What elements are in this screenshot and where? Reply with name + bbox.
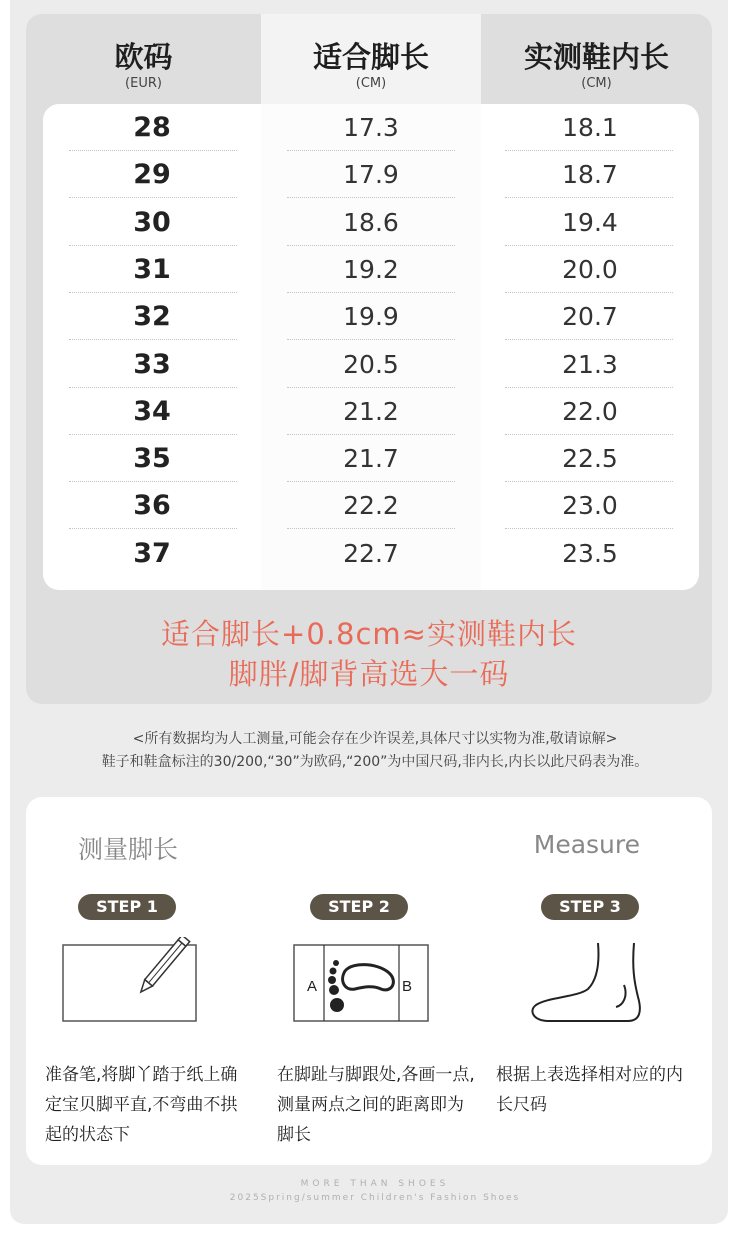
header-eur-title: 欧码 [114,40,173,74]
eur-size-cell: 33 [133,348,171,380]
inner-length-cell: 23.0 [562,491,618,521]
foot-length-cell: 19.2 [343,254,399,284]
inner-length-cell: 18.1 [562,113,618,142]
measurement-disclaimer: <所有数据均为人工测量,可能会存在少许误差,具体尺寸以实物为准,敬请谅解> [132,731,618,747]
footer-slogan: MORE THAN SHOES [300,1179,450,1189]
inner-length-cell: 23.5 [562,538,618,568]
foot-length-cell: 18.6 [343,207,399,237]
inner-length-cell: 20.0 [562,254,618,284]
table-row [43,246,699,293]
eur-size-cell: 36 [133,490,171,522]
step-1-badge: STEP 1 [78,894,176,920]
eur-size-cell: 34 [133,395,171,427]
paper-pencil-icon [62,937,212,1031]
header-inner-length [481,14,712,104]
eur-size-cell: 29 [133,159,171,191]
eur-size-cell: 30 [133,206,171,238]
step-2-text: 在脚趾与脚跟处,各画一点,测量两点之间的距离即为脚长 [277,1065,475,1145]
inner-length-cell: 18.7 [562,160,618,190]
header-eur-unit: (EUR) [125,76,162,91]
foot-length-cell: 22.2 [343,491,399,521]
point-a-label: A [307,978,318,995]
eur-size-cell: 37 [133,537,171,569]
table-row [43,151,699,198]
inner-length-cell: 19.4 [562,207,618,237]
table-row [43,104,699,151]
size-table [26,14,712,704]
inner-length-cell: 22.0 [562,396,618,426]
table-row [43,388,699,435]
header-eur [26,14,261,104]
foot-length-cell: 22.7 [343,538,399,568]
point-b-label: B [402,978,413,995]
header-foot-length [261,14,481,104]
measure-title-cn: 测量脚长 [78,835,179,864]
inner-length-cell: 22.5 [562,444,618,474]
table-row [43,435,699,482]
eur-size-cell: 32 [133,301,171,333]
footprint-measure-icon [293,937,433,1031]
header-inner-title: 实测鞋内长 [523,40,669,74]
eur-size-cell: 35 [133,443,171,475]
step-3-text: 根据上表选择相对应的内长尺码 [496,1065,683,1115]
measure-guide [26,797,712,1165]
table-row [43,482,699,529]
foot-length-cell: 17.9 [343,160,399,190]
table-row [43,341,699,388]
eur-size-cell: 31 [133,253,171,285]
step-2-badge: STEP 2 [310,894,408,920]
table-row [43,199,699,246]
size-table-body [43,104,699,590]
step-3-badge: STEP 3 [541,894,639,920]
header-foot-unit: (CM) [355,76,387,91]
table-row [43,293,699,340]
header-foot-title: 适合脚长 [312,40,429,74]
fit-advice-text: 脚胖/脚背高选大一码 [228,657,510,691]
table-row [43,530,699,577]
step-1-text: 准备笔,将脚丫踏于纸上确定宝贝脚平直,不弯曲不拱起的状态下 [45,1065,238,1145]
foot-length-cell: 21.2 [343,396,399,426]
eur-size-cell: 28 [133,112,171,143]
foot-length-cell: 17.3 [343,113,399,142]
header-inner-unit: (CM) [581,76,612,91]
measure-title-en: Measure [533,830,640,859]
foot-length-cell: 20.5 [343,349,399,379]
inner-length-cell: 21.3 [562,349,618,379]
foot-length-cell: 21.7 [343,444,399,474]
inner-length-cell: 20.7 [562,302,618,332]
size-label-note: 鞋子和鞋盒标注的30/200,“30”为欧码,“200”为中国尺码,非内长,内长以此尺码表为准。 [101,754,649,770]
formula-text: 适合脚长+0.8cm≈实测鞋内长 [161,617,577,651]
footer-season: 2025Spring/summer Children's Fashion Shoes [229,1193,521,1203]
foot-outline-icon [528,937,658,1031]
foot-length-cell: 19.9 [343,302,399,332]
